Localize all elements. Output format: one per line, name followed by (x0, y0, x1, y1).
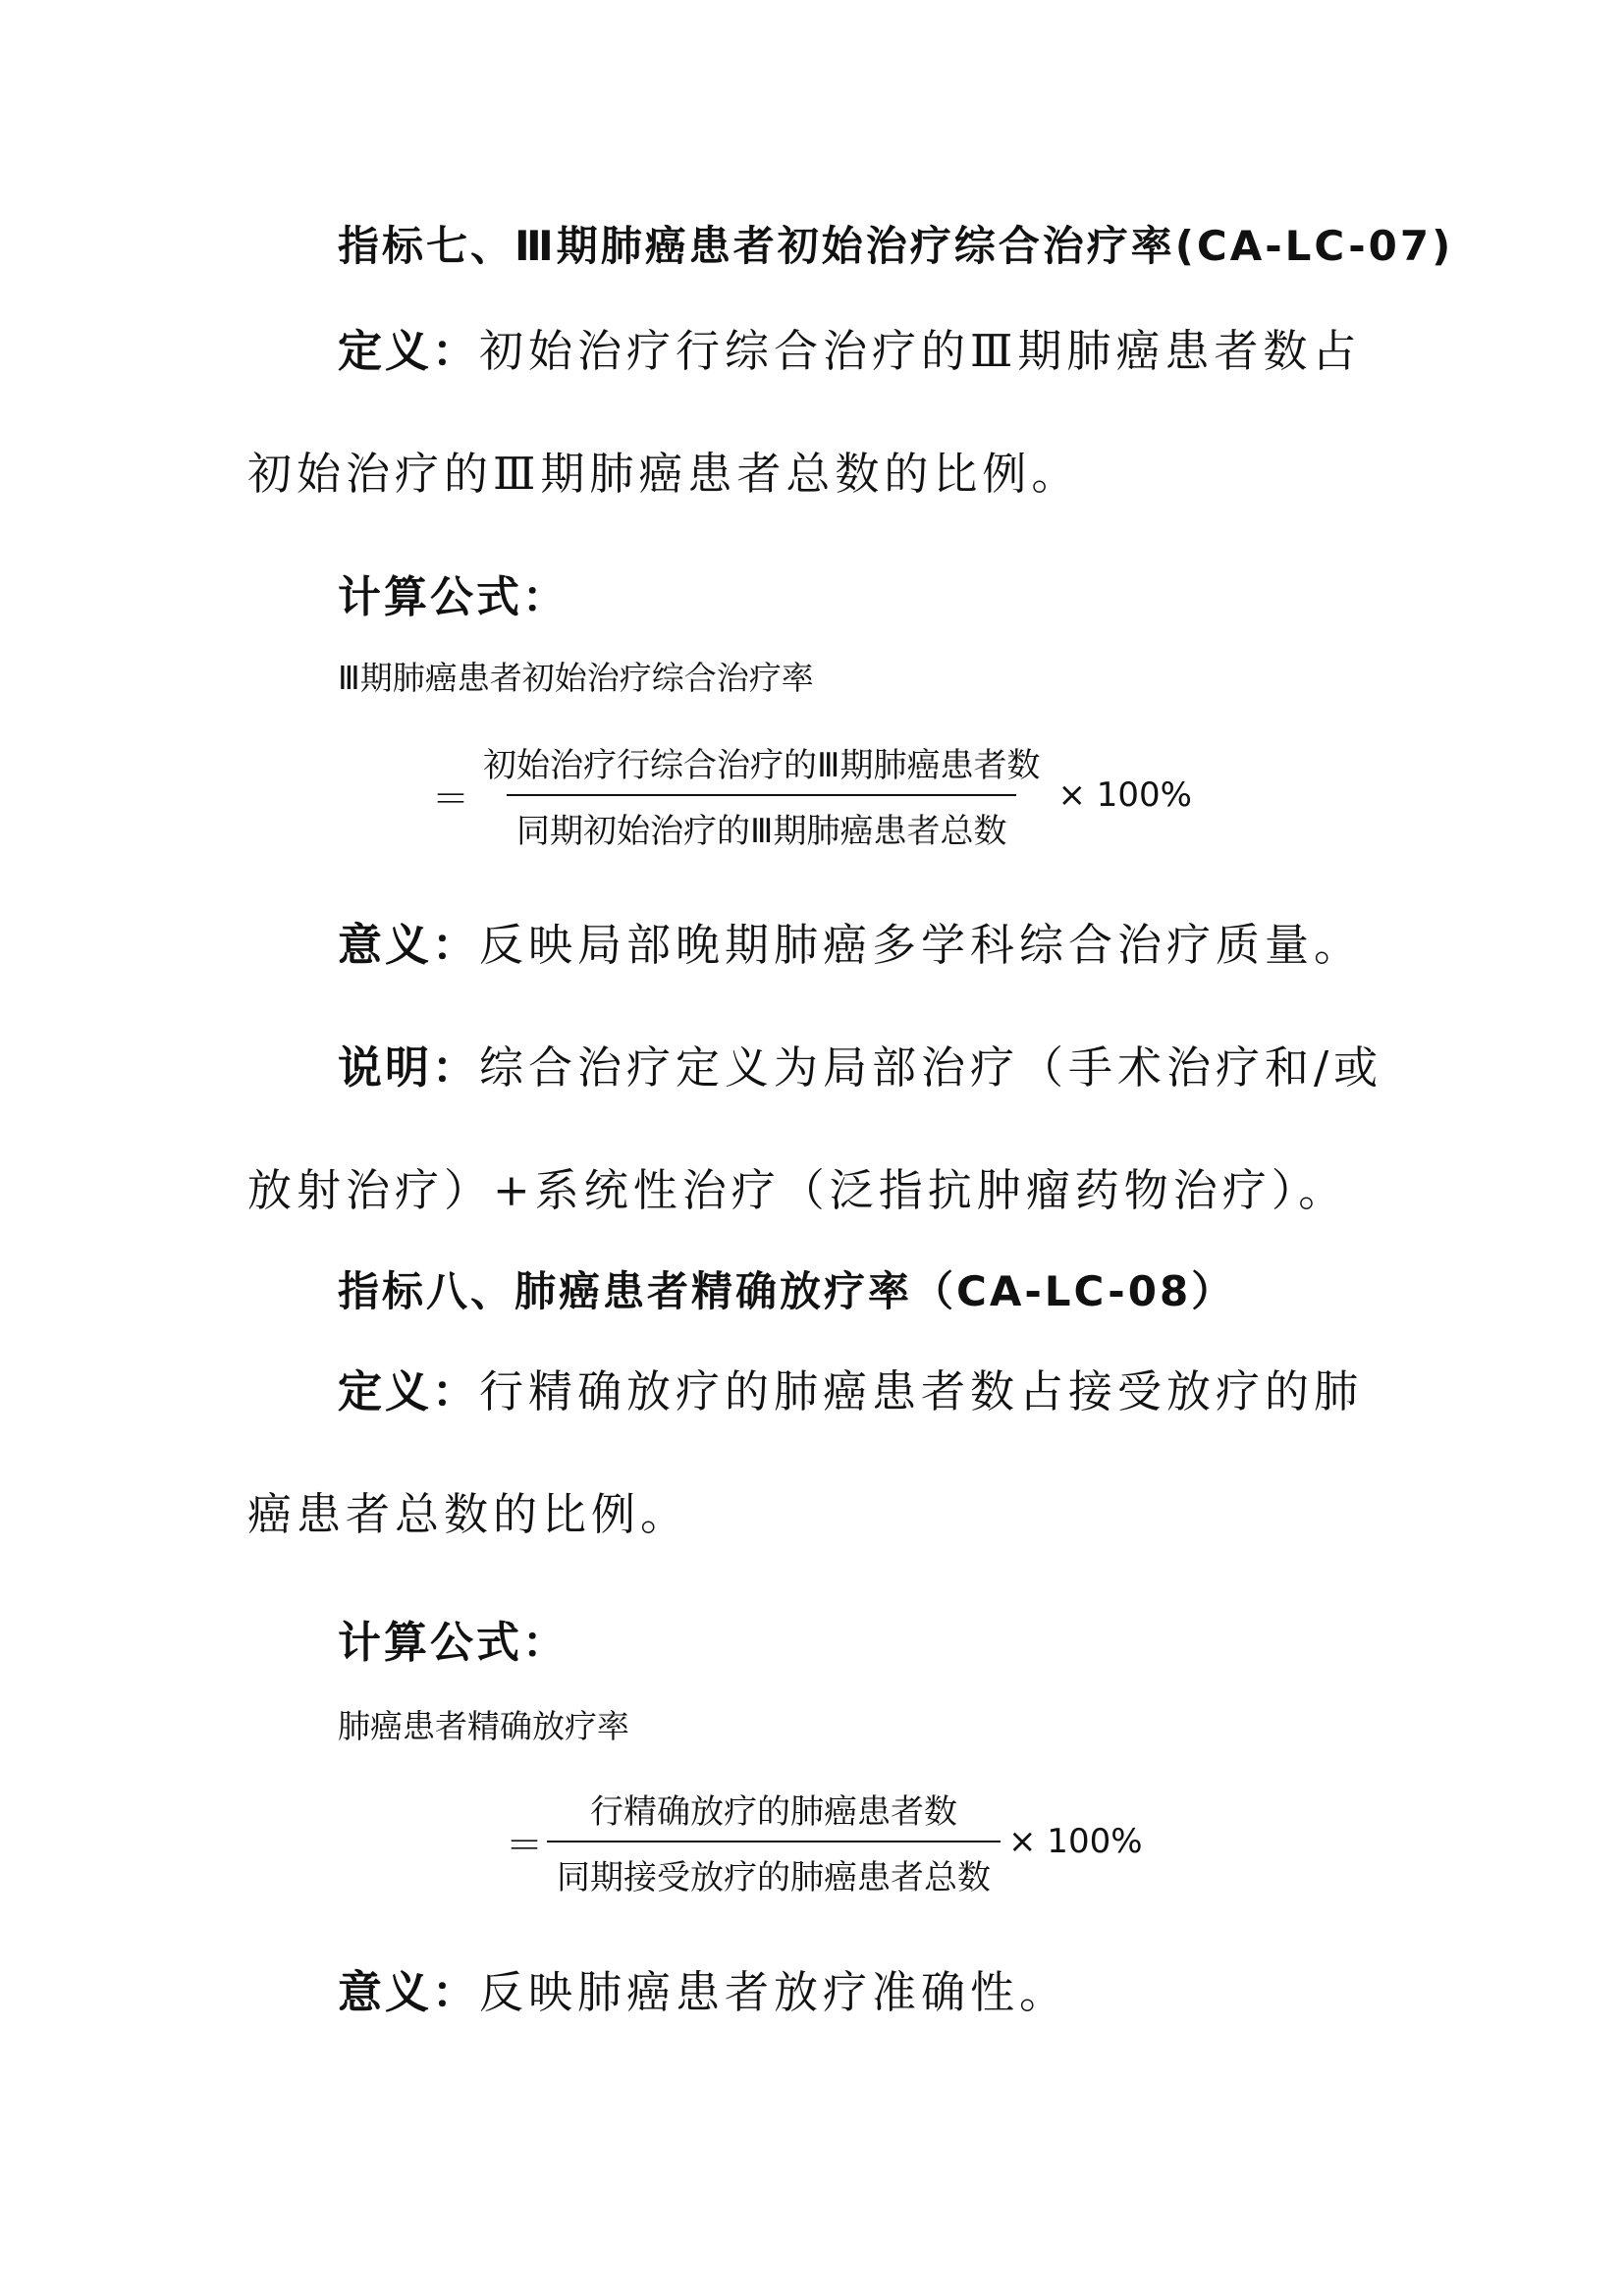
equals-sign: ＝ (506, 1823, 544, 1867)
fraction (473, 738, 1050, 852)
definition-label: 定义： (338, 1365, 480, 1417)
indicator-8-formula (506, 1785, 1143, 1898)
denominator: 同期初始治疗的Ⅲ期肺癌患者总数 (507, 794, 1016, 852)
indicator-8-heading: 指标八、肺癌患者精确放疗率（CA-LC-08） (338, 1267, 1236, 1315)
multiplier: × 100% (1057, 775, 1192, 815)
numerator: 初始治疗行综合治疗的Ⅲ期肺癌患者数 (483, 746, 1041, 785)
indicator-8-formula-label: 计算公式： (338, 1618, 568, 1668)
denominator: 同期接受放疗的肺癌患者总数 (547, 1841, 1001, 1898)
indicator-7-note (247, 1006, 1386, 1252)
fraction (547, 1785, 1001, 1898)
indicator-7-heading: 指标七、Ⅲ期肺癌患者初始治疗综合治疗率(CA-LC-07) (338, 222, 1454, 270)
indicator-7-meaning (247, 883, 1386, 1006)
meaning-label: 意义： (338, 919, 480, 971)
note-text: 综合治疗定义为局部治疗（手术治疗和/或放射治疗）+系统性治疗（泛指抗肿瘤药物治疗）。 (247, 1041, 1383, 1216)
indicator-7-formula (432, 738, 1192, 852)
numerator: 行精确放疗的肺癌患者数 (590, 1792, 958, 1832)
definition-text: 初始治疗行综合治疗的Ⅲ期肺癌患者数占初始治疗的Ⅲ期肺癌患者总数的比例。 (247, 325, 1362, 500)
indicator-8-formula-name: 肺癌患者精确放疗率 (338, 1707, 629, 1745)
indicator-8-meaning (247, 1931, 1386, 2054)
meaning-label: 意义： (338, 1966, 480, 2018)
indicator-7-formula-label: 计算公式： (338, 572, 568, 622)
meaning-text: 反映肺癌患者放疗准确性。 (479, 1966, 1069, 2018)
note-label: 说明： (338, 1041, 480, 1094)
indicator-7-formula-name: Ⅲ期肺癌患者初始治疗综合治疗率 (338, 659, 814, 697)
indicator-8-definition (247, 1330, 1386, 1575)
equals-sign: ＝ (432, 776, 470, 821)
meaning-text: 反映局部晚期肺癌多学科综合治疗质量。 (479, 919, 1364, 971)
multiplier: × 100% (1008, 1822, 1143, 1861)
definition-text: 行精确放疗的肺癌患者数占接受放疗的肺癌患者总数的比例。 (247, 1365, 1364, 1540)
indicator-7-definition (247, 290, 1386, 535)
definition-label: 定义： (338, 325, 480, 377)
